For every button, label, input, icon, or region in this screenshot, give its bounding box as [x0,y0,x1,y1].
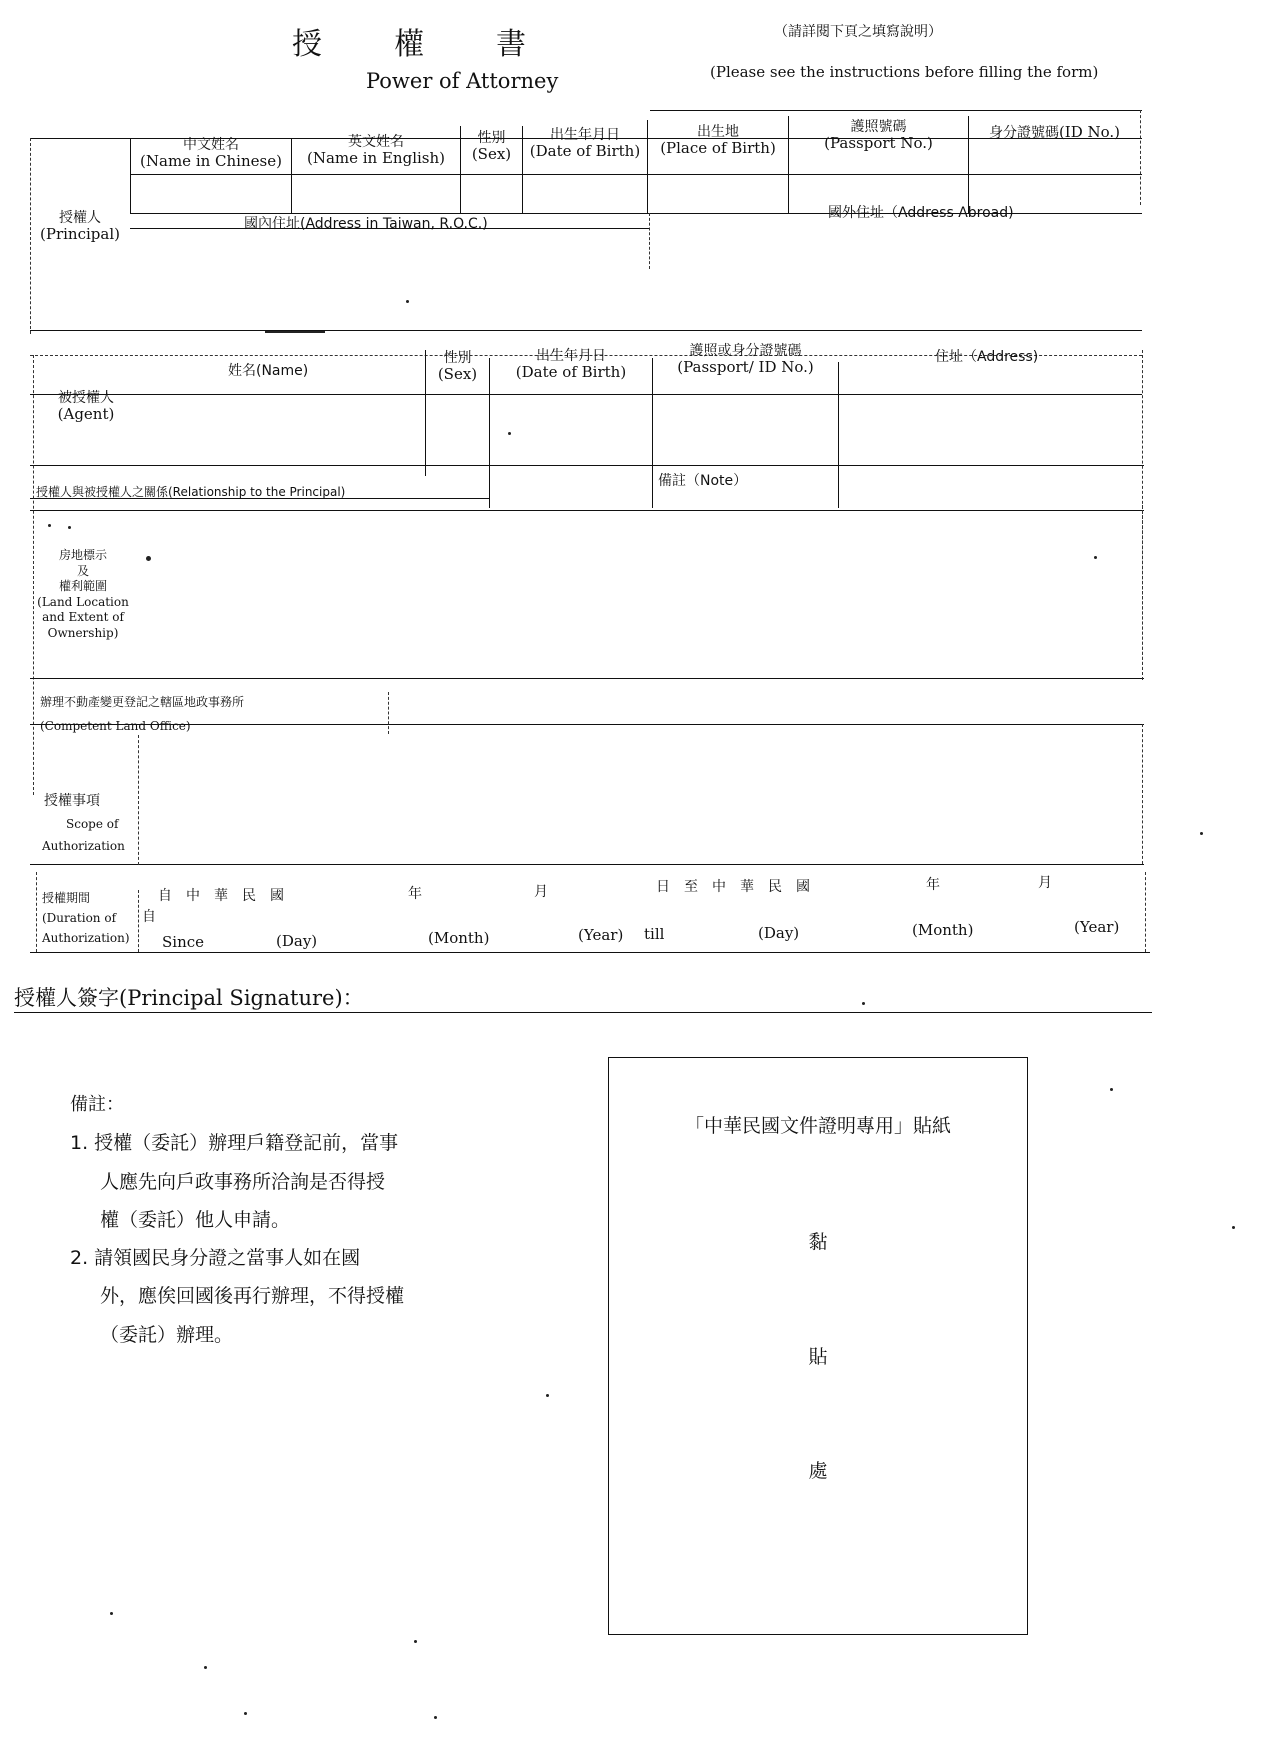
duration-year2-english: (Year) [1074,918,1120,936]
duration-from-chinese: 自 中 華 民 國 [158,888,284,904]
duration-month2-english: (Month) [912,921,974,939]
principal-address-taiwan: 國內住址(Address in Taiwan, R.O.C.) [244,216,488,232]
duration-day-english: (Day) [276,932,318,950]
agent-col-address: 住址（Address) [935,349,1039,365]
duration-label-chinese: 授權期間 [42,891,91,905]
duration-month-english: (Month) [428,929,490,947]
duration-till-english: till [644,925,665,943]
duration-year-chinese: 年 [408,886,422,902]
agent-col-passport-id: 護照或身分證號碼 (Passport/ ID No.) [677,343,814,377]
scope-label-english-1: Scope of [66,817,119,831]
sticker-box [608,1057,1028,1635]
agent-col-name: 姓名(Name) [228,363,309,379]
duration-year2-chinese: 年 [926,877,940,893]
notes-item-1-line-1: 1. 授權（委託）辦理戶籍登記前，當事 [70,1132,399,1154]
duration-day-to-chinese: 日 至 中 華 民 國 [656,879,810,895]
notes-item-2-line-1: 2. 請領國民身分證之當事人如在國 [70,1247,361,1269]
principal-col-name-english: 英文姓名 (Name in English) [306,134,446,168]
notes-heading: 備註： [70,1094,124,1115]
principal-col-passport: 護照號碼 (Passport No.) [824,119,933,153]
principal-col-name-chinese: 中文姓名 (Name in Chinese) [140,137,282,171]
principal-col-dob: 出生年月日 (Date of Birth) [529,127,641,161]
land-location-label: 房地標示 及 權利範圍 (Land Location and Extent of Ownership) [37,548,129,640]
agent-col-dob: 出生年月日 (Date of Birth) [515,348,627,382]
notes-item-2-line-2: 外，應俟回國後再行辦理，不得授權 [100,1285,405,1307]
agent-relationship-label: 授權人與被授權人之關係(Relationship to the Principal) [36,485,346,499]
notes-item-2-line-3: （委託）辦理。 [100,1324,234,1346]
notes-item-1-line-2: 人應先向戶政事務所洽詢是否得授 [100,1171,386,1193]
title-chinese: 授 權 書 [292,27,530,62]
duration-day2-english: (Day) [758,924,800,942]
duration-label-english-2: Authorization) [42,931,130,945]
agent-col-sex: 性別 (Sex) [437,350,478,384]
principal-col-birthplace: 出生地 (Place of Birth) [660,124,776,158]
duration-since-english: Since [162,933,205,951]
signature-line [14,1012,1152,1013]
duration-label-english-1: (Duration of [42,911,117,925]
sticker-char-2: 貼 [808,1346,828,1368]
title-english: Power of Attorney [366,69,559,93]
scope-label-chinese: 授權事項 [44,793,100,809]
principal-col-id: 身分證號碼(ID No.) [988,123,1121,141]
notes-item-1-line-3: 權（委託）他人申請。 [100,1209,291,1231]
header-note-english: (Please see the instructions before filling the form) [710,63,1099,81]
duration-month2-chinese: 月 [1038,875,1052,891]
duration-year-english: (Year) [578,926,624,944]
header-note-chinese: （請詳閱下頁之填寫說明） [774,24,942,40]
scope-label-english-2: Authorization [42,839,125,853]
sticker-title: 「中華民國文件證明專用」貼紙 [684,1115,951,1137]
principal-label: 授權人 (Principal) [40,210,120,244]
principal-col-sex: 性別 (Sex) [471,130,512,164]
land-office-label-chinese: 辦理不動產變更登記之轄區地政事務所 [40,695,245,709]
land-office-label-english: (Competent Land Office) [40,719,191,733]
agent-note-label: 備註（Note） [658,473,748,489]
agent-label: 被授權人 (Agent) [57,390,115,424]
duration-since-chinese: 自 [142,909,156,925]
signature-label: 授權人簽字(Principal Signature)： [14,986,364,1010]
sticker-char-3: 處 [808,1460,828,1482]
principal-address-abroad: 國外住址（Address Abroad) [828,205,1014,221]
duration-month-chinese: 月 [534,884,548,900]
sticker-char-1: 黏 [808,1231,828,1253]
